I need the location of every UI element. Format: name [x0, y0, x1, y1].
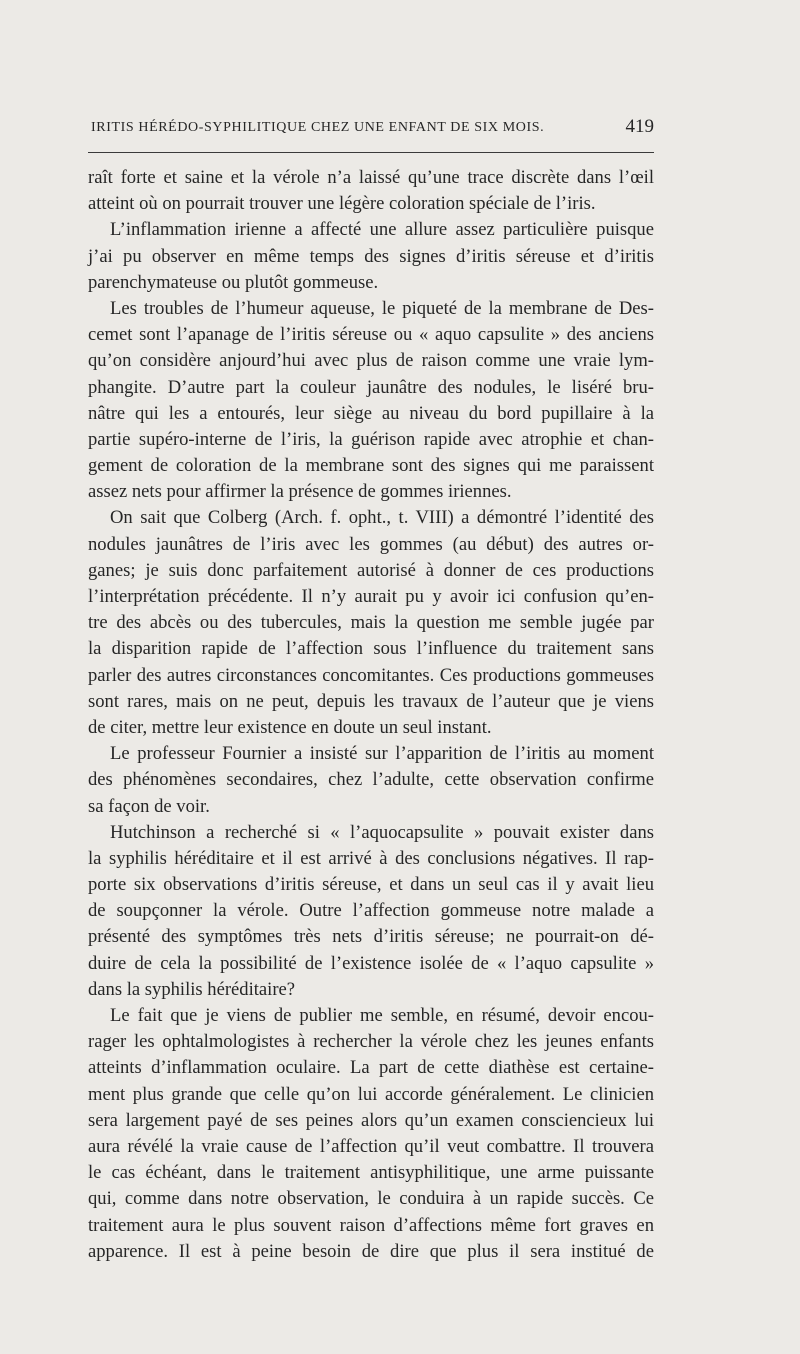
text-line: j’ai pu observer en même temps des signes d’iritis séreuse et d’iritis	[88, 245, 654, 267]
text-line: nodules jaunâtres de l’iris avec les gommes (au début) des autres or-	[88, 533, 654, 555]
text-line: parenchymateuse ou plutôt gommeuse.	[88, 271, 379, 293]
page-header	[88, 116, 654, 140]
running-head: IRITIS HÉRÉDO-SYPHILITIQUE CHEZ UNE ENFANT DE SIX MOIS.	[91, 120, 545, 135]
text-line: Le fait que je viens de publier me semble, en résumé, devoir encou-	[110, 1005, 654, 1026]
text-line: la syphilis héréditaire et il est arrivé à des conclusions négatives. Il rap-	[88, 847, 654, 869]
text-line: le cas échéant, dans le traitement antisyphilitique, une arme puissante	[88, 1162, 654, 1184]
text-line: tre des abcès ou des tubercules, mais la question me semble jugée par	[88, 612, 654, 634]
text-line: de citer, mettre leur existence en doute un seul instant.	[88, 716, 492, 738]
text-line: qui, comme dans notre observation, le conduira à un rapide succès. Ce	[88, 1188, 654, 1210]
text-line: sera largement payé de ses peines alors qu’un examen consciencieux lui	[88, 1109, 654, 1131]
text-line: qu’on considère anjourd’hui avec plus de raison comme une vraie lym-	[88, 350, 654, 372]
text-line: ment plus grande que celle qu’on lui accorde généralement. Le clinicien	[88, 1083, 654, 1105]
text-line: dans la syphilis héréditaire?	[88, 978, 296, 1000]
text-line: atteints d’inflammation oculaire. La part de cette diathèse est certaine-	[88, 1057, 654, 1079]
text-line: raît forte et saine et la vérole n’a laissé qu’une trace discrète dans l’œil	[88, 167, 654, 188]
text-line: de soupçonner la vérole. Outre l’affection gommeuse notre malade a	[88, 900, 654, 922]
text-line: ganes; je suis donc parfaitement autorisé à donner de ces productions	[88, 559, 654, 581]
text-line: l’interprétation précédente. Il n’y aurait pu y avoir ici confusion qu’en-	[88, 586, 654, 607]
text-line: sa façon de voir.	[88, 795, 210, 817]
text-line: des phénomènes secondaires, chez l’adulte, cette observation confirme	[88, 769, 654, 791]
header-rule	[88, 152, 654, 153]
text-line: cemet sont l’apanage de l’iritis séreuse ou « aquo capsulite » des anciens	[88, 324, 654, 346]
text-line: présenté des symptômes très nets d’iritis séreuse; ne pourrait-on dé-	[88, 926, 654, 948]
text-line: aura révélé la vraie cause de l’affection qu’il veut combattre. Il trouvera	[88, 1135, 654, 1157]
text-line: On sait que Colberg (Arch. f. opht., t. VIII) a démontré l’identité des	[110, 507, 654, 529]
text-line: Le professeur Fournier a insisté sur l’apparition de l’iritis au moment	[110, 743, 654, 765]
text-line: duire de cela la possibilité de l’existence isolée de « l’aquo capsulite »	[88, 952, 654, 974]
text-line: atteint où on pourrait trouver une légère coloration spéciale de l’iris.	[88, 193, 596, 215]
text-line: Hutchinson a recherché si « l’aquocapsulite » pouvait exister dans	[110, 821, 654, 843]
text-line: apparence. Il est à peine besoin de dire que plus il sera institué de	[88, 1240, 654, 1262]
text-line: rager les ophtalmologistes à rechercher la vérole chez les jeunes enfants	[88, 1031, 654, 1053]
text-line: sont rares, mais on ne peut, depuis les travaux de l’auteur que je viens	[88, 690, 654, 712]
text-line: traitement aura le plus souvent raison d’affections même fort graves en	[88, 1214, 654, 1236]
text-line: partie supéro-interne de l’iris, la guérison rapide avec atrophie et chan-	[88, 428, 654, 450]
text-line: gement de coloration de la membrane sont des signes qui me paraissent	[88, 455, 654, 477]
body-text	[88, 165, 654, 1265]
text-line: assez nets pour affirmer la présence de gommes iriennes.	[88, 481, 512, 503]
text-line: L’inflammation irienne a affecté une allure assez particulière puisque	[110, 219, 654, 241]
text-line: Les troubles de l’humeur aqueuse, le piqueté de la membrane de Des-	[110, 297, 654, 319]
text-line: la disparition rapide de l’affection sous l’influence du traitement sans	[88, 638, 654, 660]
text-line: nâtre qui les a entourés, leur siège au niveau du bord pupillaire à la	[88, 402, 654, 424]
page-number: 419	[625, 116, 654, 137]
text-line: phangite. D’autre part la couleur jaunâtre des nodules, le liséré bru-	[88, 376, 654, 398]
text-line: parler des autres circonstances concomitantes. Ces productions gommeuses	[88, 664, 654, 686]
text-line: porte six observations d’iritis séreuse, et dans un seul cas il y avait lieu	[88, 874, 654, 896]
